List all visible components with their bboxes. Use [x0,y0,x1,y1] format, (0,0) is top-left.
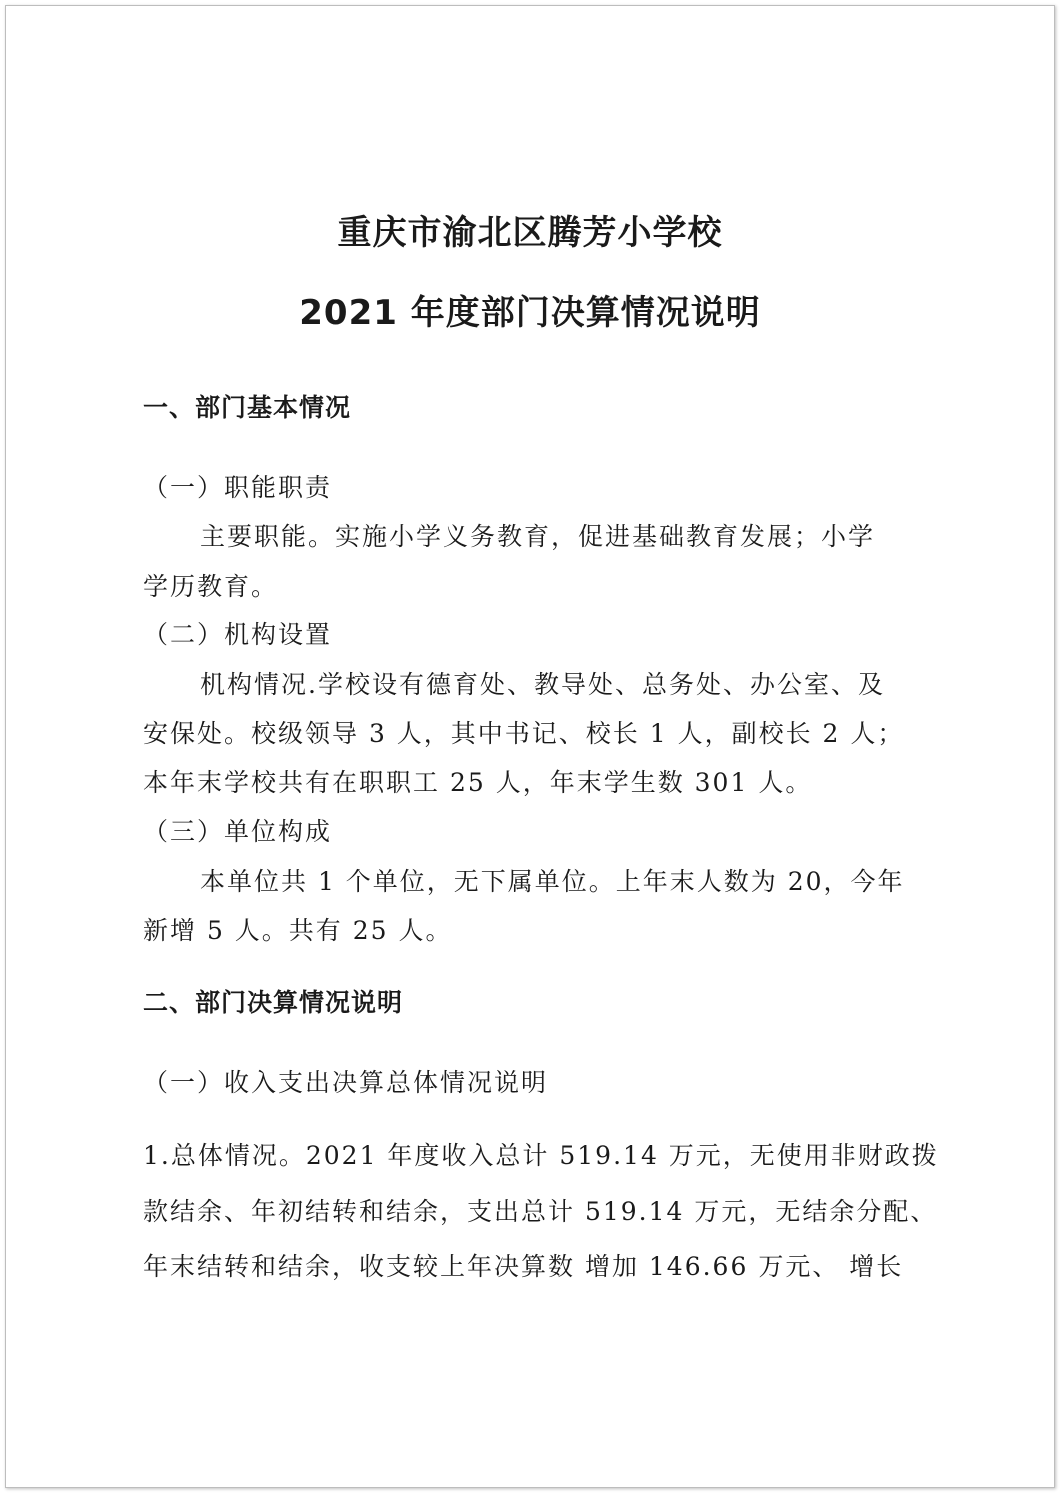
section1-sub1-line2: 学历教育。 [143,572,279,601]
section2-sub1-line1: 1.总体情况。2021 年度收入总计 519.14 万元，无使用非财政拨 [143,1141,939,1170]
section1-sub2-heading: （二）机构设置 [143,620,333,649]
section1-sub1-heading: （一）职能职责 [143,473,333,502]
document-title-line2: 2021 年度部门决算情况说明 [299,293,761,333]
section1-sub2-line2: 安保处。校级领导 3 人，其中书记、校长 1 人，副校长 2 人； [143,719,905,748]
section1-sub3-heading: （三）单位构成 [143,817,333,846]
section1-sub2-line1: 机构情况.学校设有德育处、教导处、总务处、办公室、及 [200,670,885,699]
section2-sub1-heading: （一）收入支出决算总体情况说明 [143,1068,549,1097]
document-title-line1: 重庆市渝北区腾芳小学校 [337,213,723,253]
section2-sub1-line3: 年末结转和结余，收支较上年决算数 增加 146.66 万元、 增长 [143,1252,904,1281]
section1-sub3-line2: 新增 5 人。共有 25 人。 [143,916,453,945]
section2-heading: 二、部门决算情况说明 [143,988,404,1017]
section1-sub3-line1: 本单位共 1 个单位，无下属单位。上年末人数为 20，今年 [200,867,905,896]
section1-sub1-line1: 主要职能。实施小学义务教育，促进基础教育发展；小学 [200,522,876,551]
section2-sub1-line2: 款结余、年初结转和结余，支出总计 519.14 万元，无结余分配、 [143,1197,938,1226]
section1-heading: 一、部门基本情况 [143,393,352,422]
section1-sub2-line3: 本年末学校共有在职职工 25 人，年末学生数 301 人。 [143,768,813,797]
